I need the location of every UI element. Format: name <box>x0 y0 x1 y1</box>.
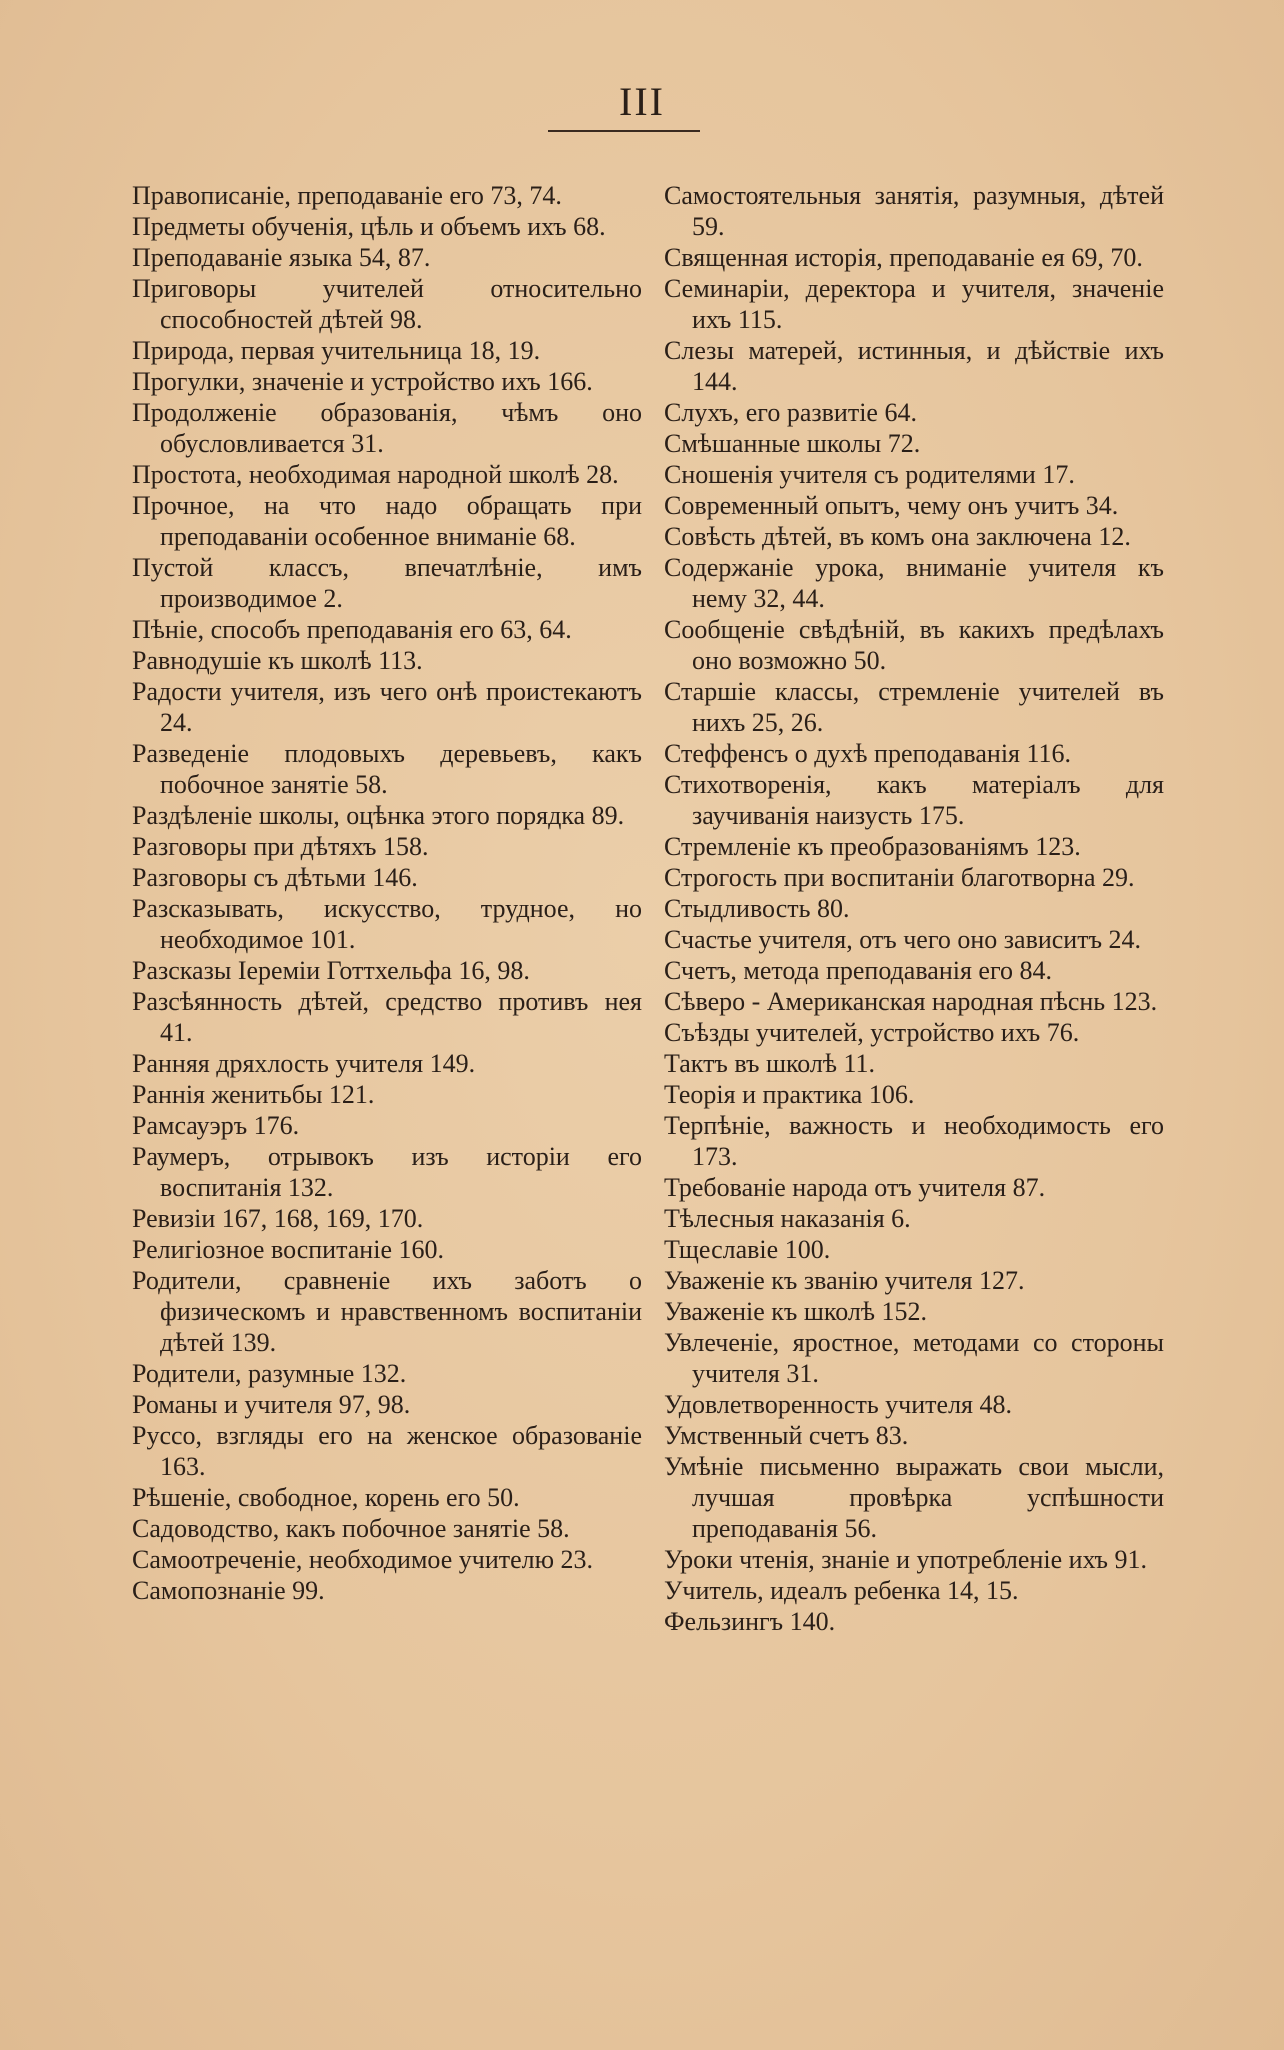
index-entry: Счетъ, метода преподаванія его 84. <box>664 956 1052 985</box>
index-entry: Предметы обученія, цѣль и объемъ ихъ 68. <box>132 212 606 241</box>
index-entry: Счастье учителя, отъ чего оно зависитъ 24. <box>664 925 1142 954</box>
index-entry: Уроки чтенія, знаніе и употребленіе ихъ 91. <box>664 1545 1147 1574</box>
index-entry: Раумеръ, отрывокъ изъ исторіи его воспитанія 132. <box>132 1142 642 1202</box>
index-entry: Теорія и практика 106. <box>664 1080 915 1109</box>
index-entry: Фельзингъ 140. <box>664 1607 836 1636</box>
index-entry: Рамсауэръ 176. <box>132 1111 300 1140</box>
index-entry: Романы и учителя 97, 98. <box>132 1390 411 1419</box>
index-entry: Самостоятельныя занятія, разумныя, дѣтей 59. <box>664 181 1164 241</box>
index-entry: Самопознаніе 99. <box>132 1576 325 1605</box>
index-entry: Сѣверо - Американская народная пѣснь 123. <box>664 987 1158 1016</box>
index-entry: Умственный счетъ 83. <box>664 1421 909 1450</box>
index-entry: Слезы матерей, истинныя, и дѣйствіе ихъ 144. <box>664 336 1164 396</box>
index-entry: Удовлетворенность учителя 48. <box>664 1390 1013 1419</box>
index-entry: Стихотворенія, какъ матеріалъ для заучиванія наизусть 175. <box>664 770 1164 830</box>
index-entry: Строгость при воспитаніи благотворна 29. <box>664 863 1135 892</box>
index-entry: Тактъ въ школѣ 11. <box>664 1049 876 1078</box>
index-column-left <box>132 180 642 1606</box>
index-entry: Разсказывать, искусство, трудное, но необходимое 101. <box>132 894 642 954</box>
index-entry: Рѣшеніе, свободное, корень его 50. <box>132 1483 520 1512</box>
index-entry: Разсѣянность дѣтей, средство противъ нея 41. <box>132 987 642 1047</box>
index-entry: Тѣлесныя наказанія 6. <box>664 1204 911 1233</box>
index-entry: Требованіе народа отъ учителя 87. <box>664 1173 1046 1202</box>
index-entry: Руссо, взгляды его на женское образованіе 163. <box>132 1421 642 1481</box>
index-entry: Стыдливость 80. <box>664 894 850 923</box>
index-entry: Родители, разумные 132. <box>132 1359 407 1388</box>
index-entry: Стеффенсъ о духѣ преподаванія 116. <box>664 739 1072 768</box>
index-entry: Прочное, на что надо обращать при преподаваніи особенное вниманіе 68. <box>132 491 642 551</box>
header-rule <box>548 130 700 132</box>
index-entry: Съѣзды учителей, устройство ихъ 76. <box>664 1018 1080 1047</box>
index-entry: Священная исторія, преподаваніе ея 69, 70. <box>664 243 1143 272</box>
index-entry: Сообщеніе свѣдѣній, въ какихъ предѣлахъ оно возможно 50. <box>664 615 1164 675</box>
index-entry: Разведеніе плодовыхъ деревьевъ, какъ побочное занятіе 58. <box>132 739 642 799</box>
index-entry: Преподаваніе языка 54, 87. <box>132 243 431 272</box>
index-entry: Совѣсть дѣтей, въ комъ она заключена 12. <box>664 522 1131 551</box>
index-entry: Пѣніе, способъ преподаванія его 63, 64. <box>132 615 572 644</box>
index-entry: Слухъ, его развитіе 64. <box>664 398 917 427</box>
index-entry: Уваженіе къ школѣ 152. <box>664 1297 927 1326</box>
index-entry: Приговоры учителей относительно способностей дѣтей 98. <box>132 274 642 334</box>
index-entry: Самоотреченіе, необходимое учителю 23. <box>132 1545 594 1574</box>
index-entry: Религіозное воспитаніе 160. <box>132 1235 444 1264</box>
index-entry: Сношенія учителя съ родителями 17. <box>664 460 1075 489</box>
index-entry: Современный опытъ, чему онъ учитъ 34. <box>664 491 1119 520</box>
index-entry: Учитель, идеалъ ребенка 14, 15. <box>664 1576 1019 1605</box>
index-entry: Раздѣленіе школы, оцѣнка этого порядка 89. <box>132 801 625 830</box>
index-entry: Уваженіе къ званію учителя 127. <box>664 1266 1025 1295</box>
index-entry: Содержаніе урока, вниманіе учителя къ нему 32, 44. <box>664 553 1164 613</box>
index-entry: Старшіе классы, стремленіе учителей въ нихъ 25, 26. <box>664 677 1164 737</box>
index-entry: Стремленіе къ преобразованіямъ 123. <box>664 832 1081 861</box>
index-entry: Равнодушіе къ школѣ 113. <box>132 646 423 675</box>
index-entry: Ревизіи 167, 168, 169, 170. <box>132 1204 424 1233</box>
index-entry: Родители, сравненіе ихъ заботъ о физическомъ и нравственномъ воспитаніи дѣтей 139. <box>132 1266 642 1357</box>
index-entry: Тщеславіе 100. <box>664 1235 831 1264</box>
index-entry: Умѣніе письменно выражать свои мысли, лучшая провѣрка успѣшности преподаванія 56. <box>664 1452 1164 1543</box>
index-entry: Разговоры при дѣтяхъ 158. <box>132 832 429 861</box>
index-entry: Правописаніе, преподаваніе его 73, 74. <box>132 181 562 210</box>
index-entry: Радости учителя, изъ чего онѣ проистекаютъ 24. <box>132 677 642 737</box>
index-entry: Продолженіе образованія, чѣмъ оно обусловливается 31. <box>132 398 642 458</box>
index-entry: Разсказы Іереміи Готтхельфа 16, 98. <box>132 956 530 985</box>
index-entry: Ранняя дряхлость учителя 149. <box>132 1049 476 1078</box>
index-entry: Природа, первая учительница 18, 19. <box>132 336 541 365</box>
index-entry: Пустой классъ, впечатлѣніе, имъ производимое 2. <box>132 553 642 613</box>
index-entry: Увлеченіе, яростное, методами со стороны учителя 31. <box>664 1328 1164 1388</box>
index-entry: Семинаріи, деректора и учителя, значеніе ихъ 115. <box>664 274 1164 334</box>
index-column-right <box>664 180 1164 1637</box>
index-entry: Прогулки, значеніе и устройство ихъ 166. <box>132 367 593 396</box>
index-entry: Садоводство, какъ побочное занятіе 58. <box>132 1514 570 1543</box>
index-entry: Простота, необходимая народной школѣ 28. <box>132 460 619 489</box>
index-entry: Разговоры съ дѣтьми 146. <box>132 863 418 892</box>
page-number: III <box>619 79 665 124</box>
index-entry: Раннія женитьбы 121. <box>132 1080 375 1109</box>
index-entry: Смѣшанные школы 72. <box>664 429 921 458</box>
index-entry: Терпѣніе, важность и необходимость его 173. <box>664 1111 1164 1171</box>
